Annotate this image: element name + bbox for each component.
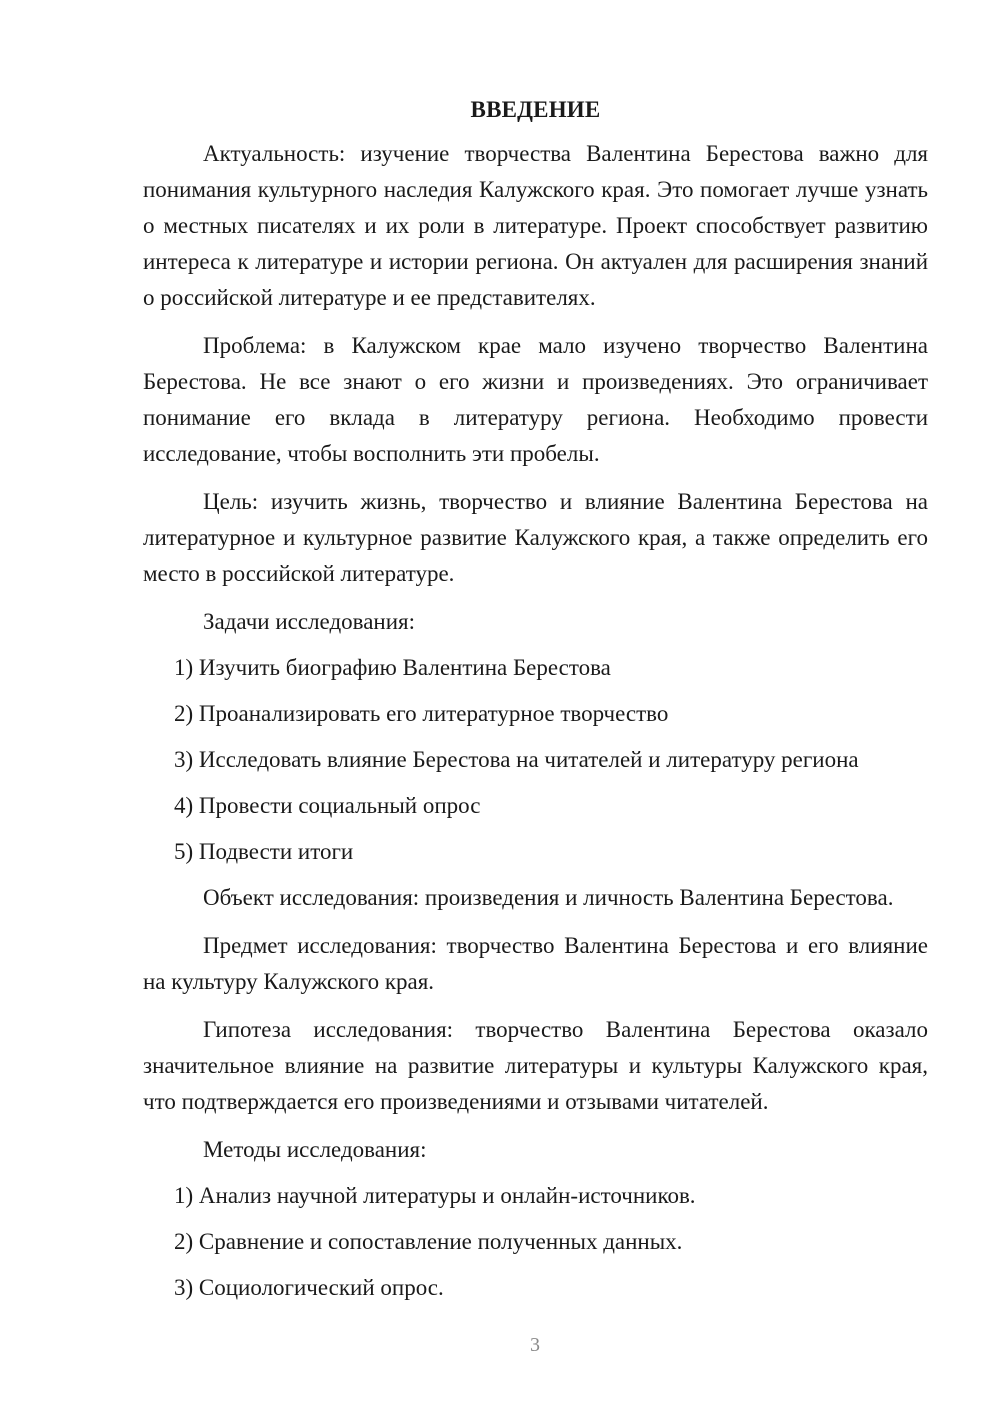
object-paragraph: Объект исследования: произведения и личность Валентина Берестова. bbox=[203, 885, 894, 910]
task-item: 5) Подвести итоги bbox=[174, 839, 354, 864]
tasks-heading: Задачи исследования: bbox=[203, 609, 416, 634]
task-item: 1) Изучить биографию Валентина Берестова bbox=[174, 655, 611, 680]
method-item: 2) Сравнение и сопоставление полученных данных. bbox=[174, 1229, 683, 1254]
method-item: 1) Анализ научной литературы и онлайн-источников. bbox=[174, 1183, 696, 1208]
hypothesis-paragraph: Гипотеза исследования: творчество Валентина Берестова оказало значительное влияние на развитие литературы и культуры Калужского края, что подтверждается его произведениями и отзывами читателей. bbox=[143, 1017, 928, 1114]
document-page bbox=[143, 94, 928, 1316]
problem-paragraph: Проблема: в Калужском крае мало изучено творчество Валентина Берестова. Не все знают о его жизни и произведениях. Это ограничивает понимание его вклада в литературу региона. Необходимо провести исследование, чтобы восполнить эти пробелы. bbox=[143, 333, 928, 466]
page-number: 3 bbox=[530, 1334, 540, 1356]
relevance-paragraph: Актуальность: изучение творчества Валентина Берестова важно для понимания культурного наследия Калужского края. Это помогает лучше узнать о местных писателях и их роли в литературе. Проект способствует развитию интереса к литературе и истории региона. Он актуален для расширения знаний о российской литературе и ее представителях. bbox=[143, 141, 928, 310]
section-title: ВВЕДЕНИЕ bbox=[470, 97, 601, 122]
method-item: 3) Социологический опрос. bbox=[174, 1275, 444, 1300]
goal-paragraph: Цель: изучить жизнь, творчество и влияние Валентина Берестова на литературное и культурное развитие Калужского края, а также определить его место в российской литературе. bbox=[143, 489, 928, 586]
methods-heading: Методы исследования: bbox=[203, 1137, 427, 1162]
task-item: 4) Провести социальный опрос bbox=[174, 793, 481, 818]
task-item: 3) Исследовать влияние Берестова на читателей и литературу региона bbox=[174, 747, 859, 772]
subject-paragraph: Предмет исследования: творчество Валентина Берестова и его влияние на культуру Калужского края. bbox=[143, 933, 928, 994]
task-item: 2) Проанализировать его литературное творчество bbox=[174, 701, 669, 726]
